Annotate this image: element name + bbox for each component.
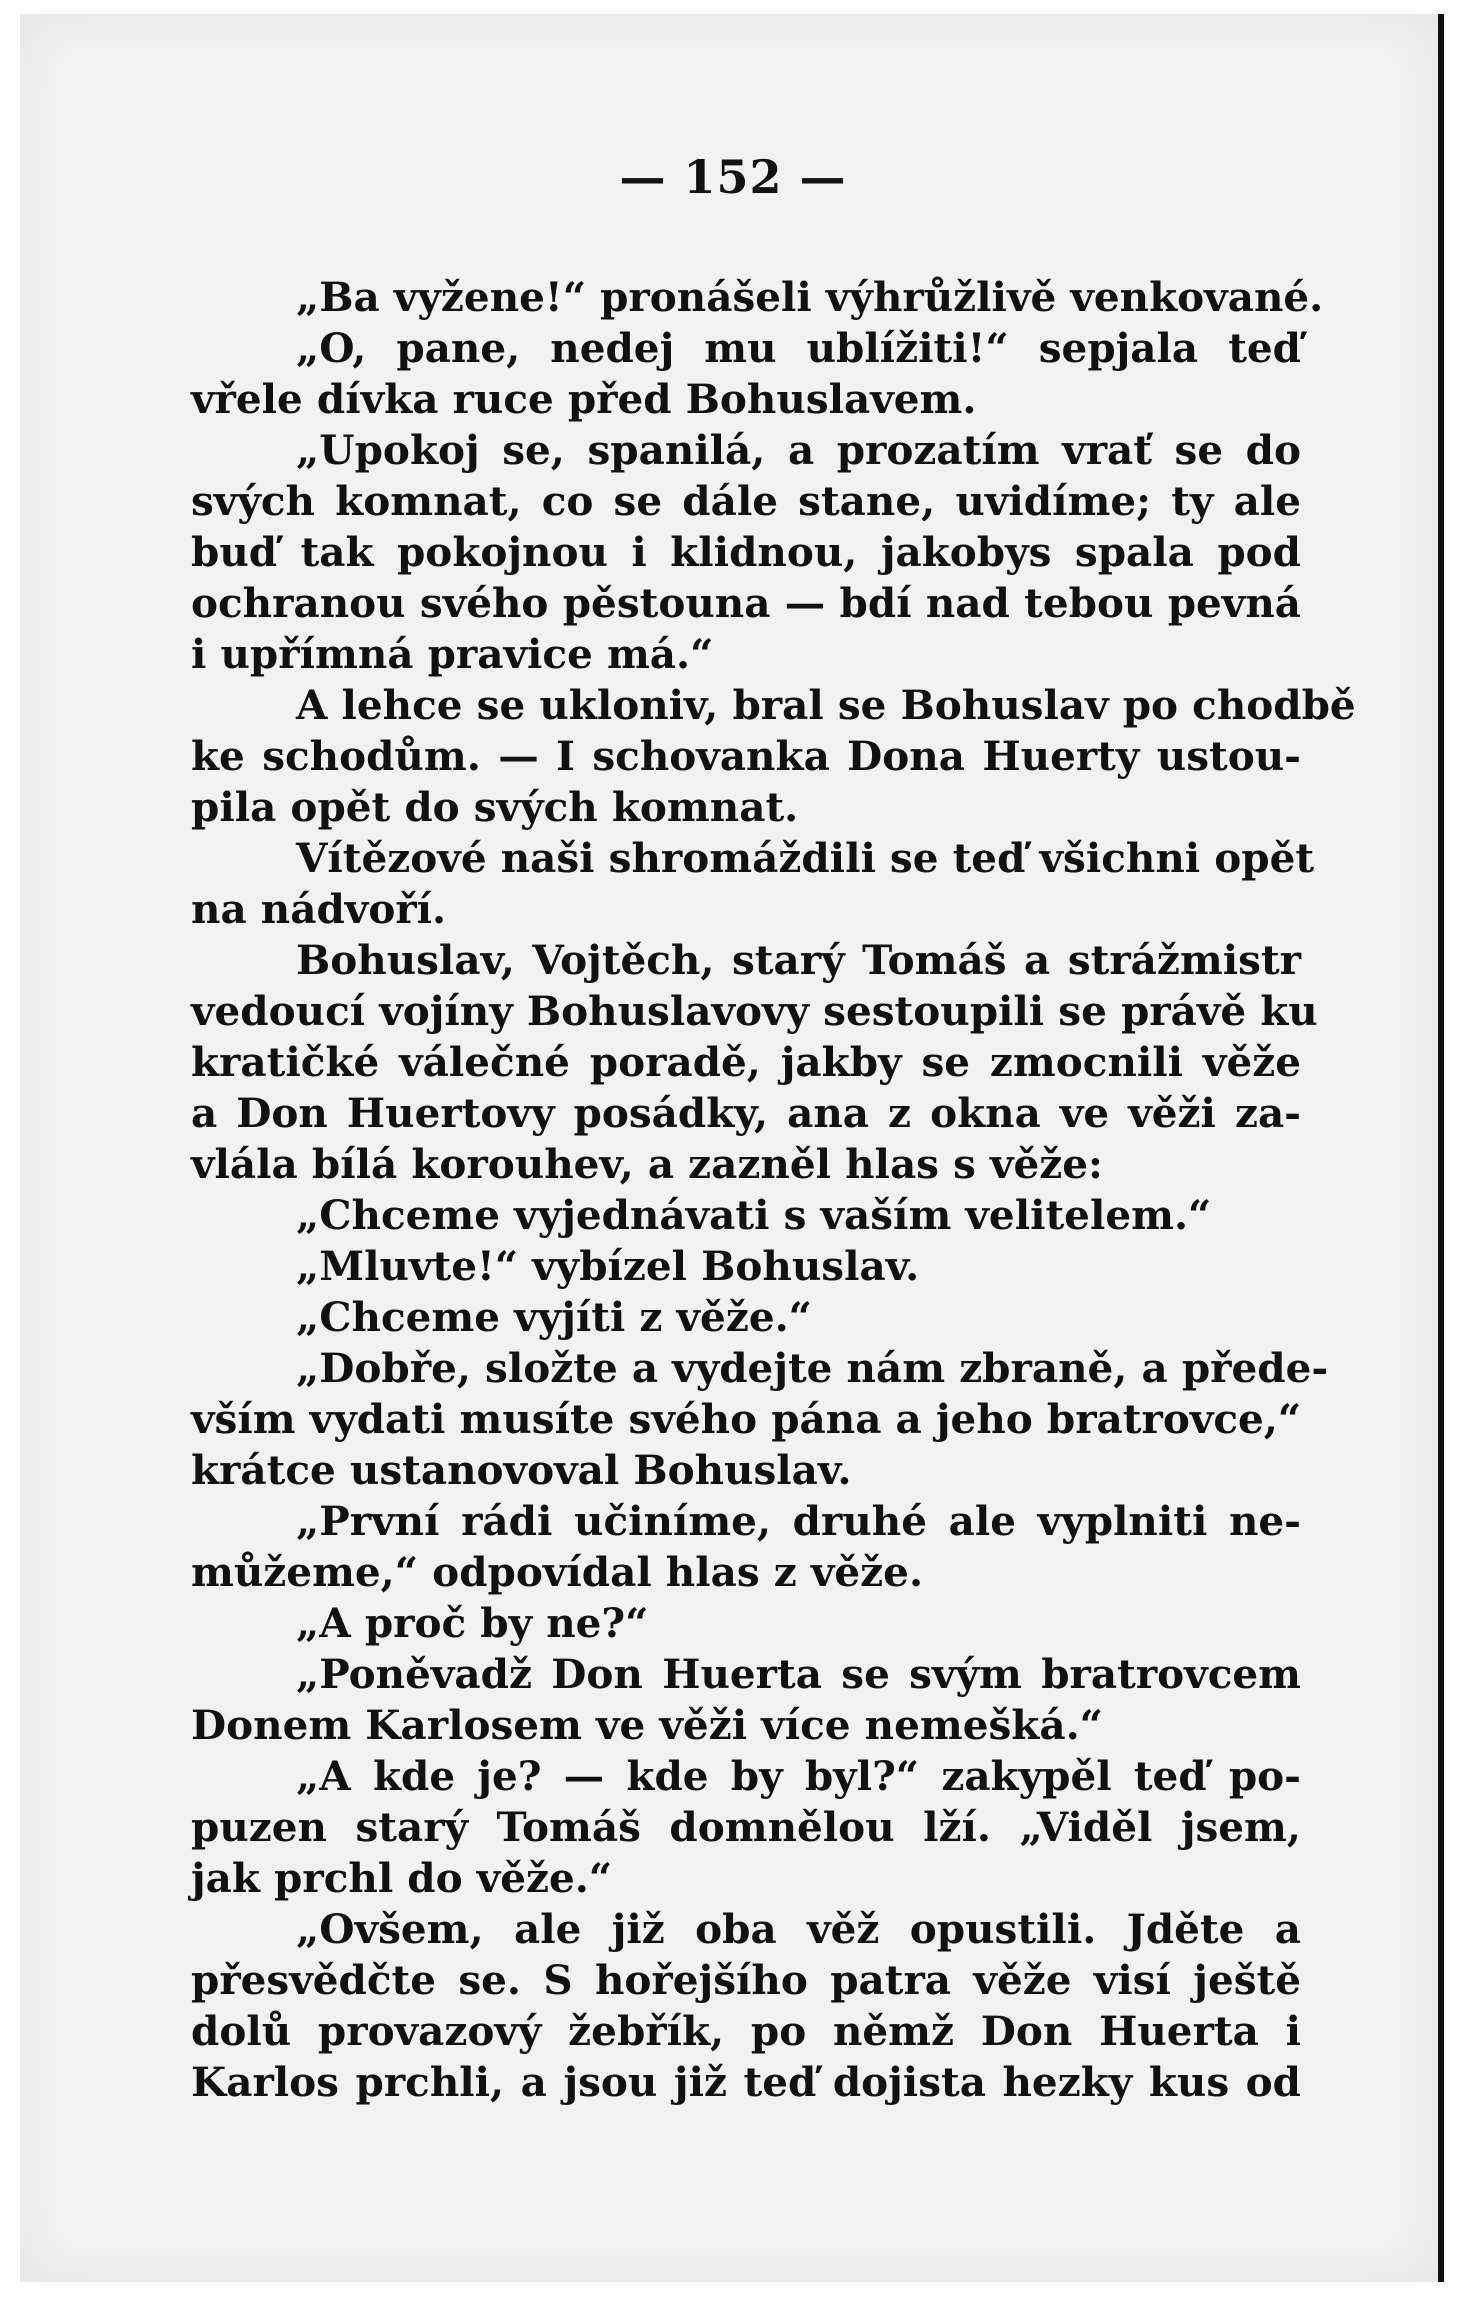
text-line: ke schodům. — I schovanka Dona Huerty ustou-: [191, 732, 1301, 780]
text-line: i upřímná pravice má.“: [191, 630, 714, 678]
text-line: přesvědčte se. S hořejšího patra věže visí ještě: [191, 1956, 1301, 2004]
text-line: „Ba vyžene!“ pronášeli výhrůžlivě venkované.: [296, 273, 1324, 321]
text-line: vlála bílá korouhev, a zazněl hlas s věže:: [191, 1140, 1104, 1188]
text-line: můžeme,“ odpovídal hlas z věže.: [191, 1548, 924, 1596]
text-line: „Chceme vyjíti z věže.“: [296, 1293, 812, 1341]
text-line: „Mluvte!“ vybízel Bohuslav.: [296, 1242, 920, 1290]
text-line: Donem Karlosem ve věži více nemešká.“: [191, 1701, 1103, 1749]
text-line: a Don Huertovy posádky, ana z okna ve věži za-: [191, 1089, 1301, 1137]
text-line: „A proč by ne?“: [296, 1599, 649, 1647]
text-line: jak prchl do věže.“: [191, 1854, 613, 1902]
text-line: „A kde je? — kde by byl?“ zakypěl teď po-: [296, 1752, 1301, 1800]
text-line: buď tak pokojnou i klidnou, jakobys spala pod: [191, 528, 1301, 576]
text-line: svých komnat, co se dále stane, uvidíme; ty ale: [191, 477, 1301, 525]
text-line: „Upokoj se, spanilá, a prozatím vrať se do: [296, 426, 1301, 474]
text-line: pila opět do svých komnat.: [191, 783, 799, 831]
page-edge: [1438, 14, 1444, 2282]
text-line: ochranou svého pěstouna — bdí nad tebou pevná: [191, 579, 1301, 627]
text-line: „Poněvadž Don Huerta se svým bratrovcem: [296, 1650, 1301, 1698]
body-text: [191, 272, 1356, 2108]
text-line: vedoucí vojíny Bohuslavovy sestoupili se právě ku: [191, 987, 1318, 1035]
text-line: dolů provazový žebřík, po němž Don Huerta i: [191, 2007, 1301, 2055]
text-line: Vítězové naši shromáždili se teď všichni opět: [296, 834, 1315, 882]
text-line: „První rádi učiníme, druhé ale vyplniti ne-: [296, 1497, 1301, 1545]
text-line: vřele dívka ruce před Bohuslavem.: [191, 375, 977, 423]
text-line: „Dobře, složte a vydejte nám zbraně, a přede-: [296, 1344, 1329, 1392]
text-line: Bohuslav, Vojtěch, starý Tomáš a strážmistr: [296, 936, 1301, 984]
text-line: krátce ustanovoval Bohuslav.: [191, 1446, 852, 1494]
text-line: „Chceme vyjednávati s vaším velitelem.“: [296, 1191, 1212, 1239]
text-line: kratičké válečné poradě, jakby se zmocnili věže: [191, 1038, 1301, 1086]
text-line: na nádvoří.: [191, 885, 447, 933]
text-line: „Ovšem, ale již oba věž opustili. Jděte a: [296, 1905, 1301, 1953]
text-line: A lehce se ukloniv, bral se Bohuslav po chodbě: [296, 681, 1356, 729]
text-line: „O, pane, nedej mu ublížiti!“ sepjala teď: [296, 324, 1301, 372]
text-line: puzen starý Tomáš domnělou lží. „Viděl jsem,: [191, 1803, 1301, 1851]
text-line: vším vydati musíte svého pána a jeho bratrovce,“: [191, 1395, 1302, 1443]
page-number: — 152 —: [619, 150, 847, 204]
text-line: Karlos prchli, a jsou již teď dojista hezky kus od: [191, 2058, 1301, 2106]
